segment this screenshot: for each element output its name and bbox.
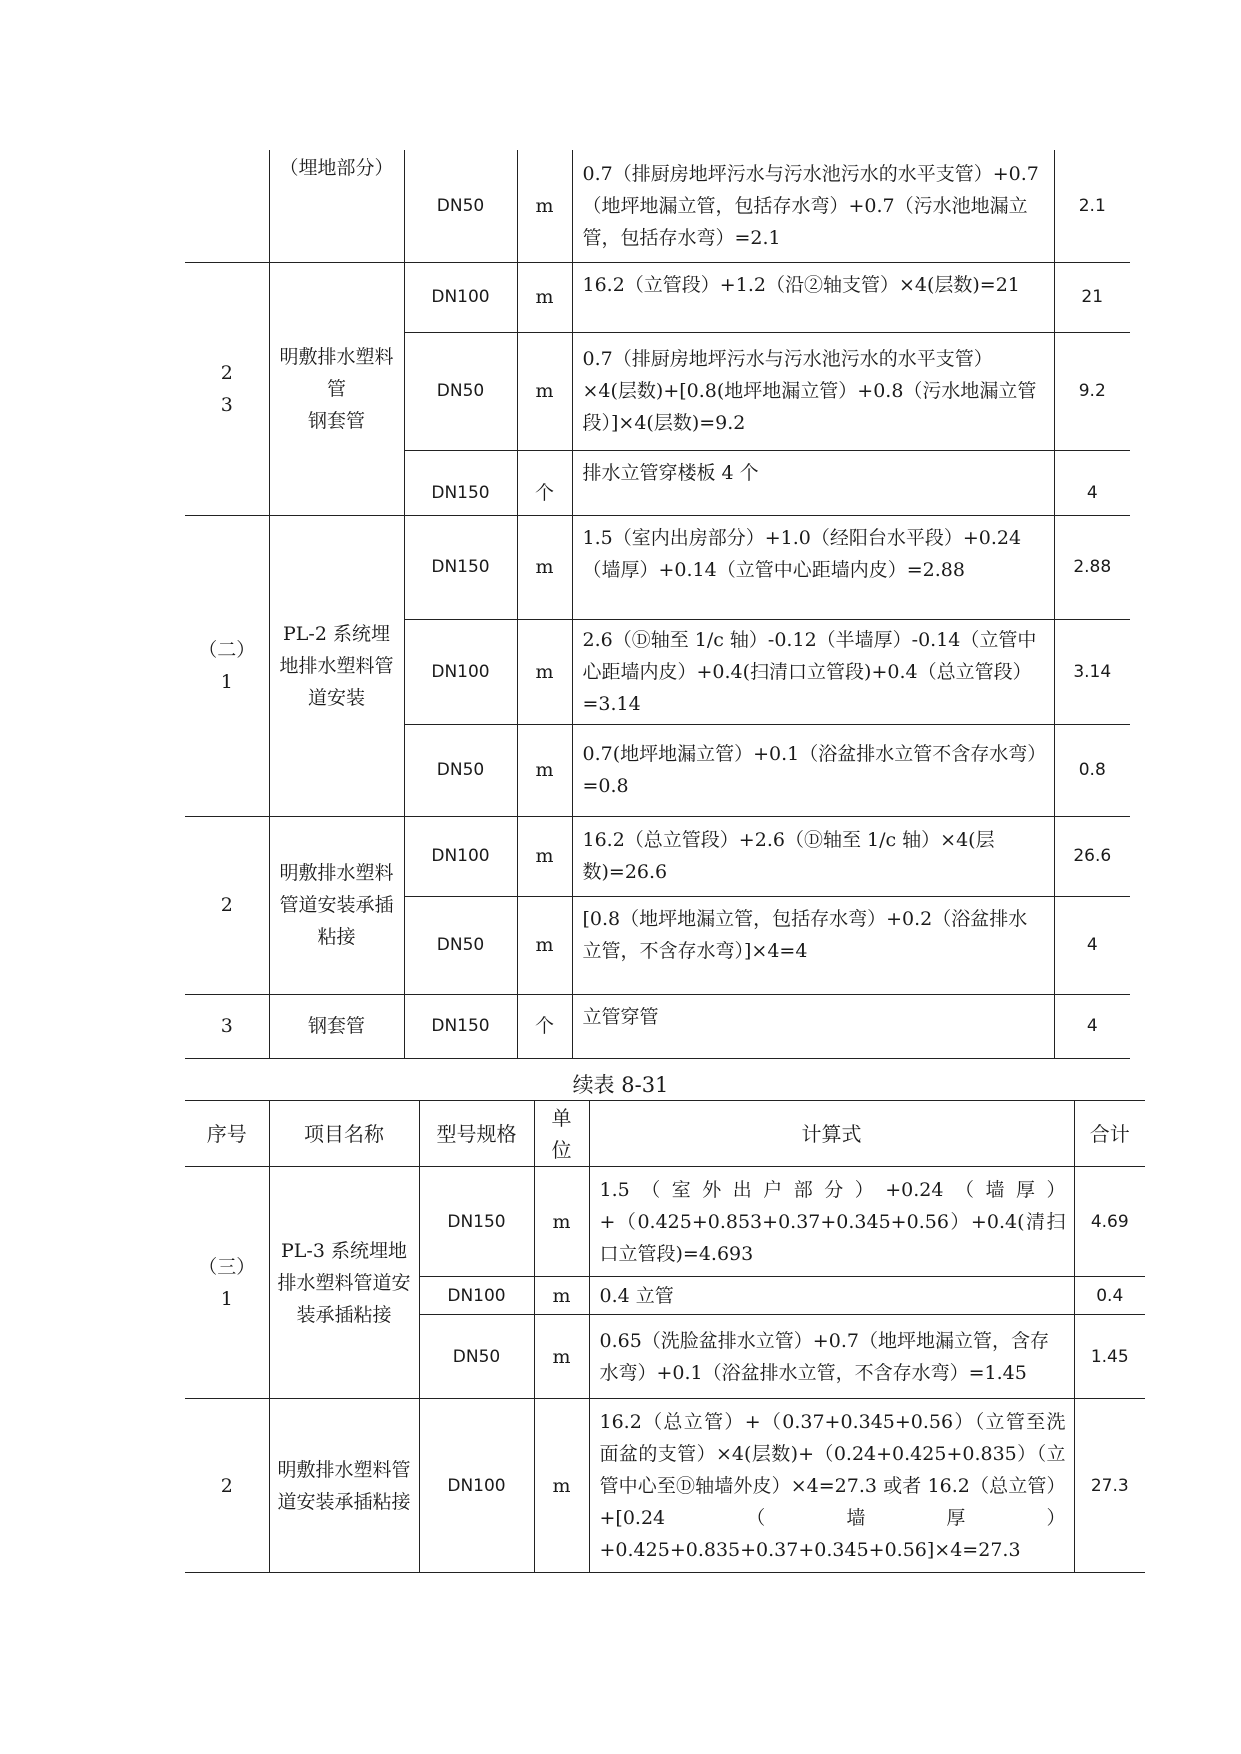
total-cell: 9.2: [1054, 332, 1130, 450]
seq-cell: 2: [185, 816, 269, 994]
formula-cell: 0.7（排厨房地坪污水与污水池污水的水平支管）×4(层数)+[0.8(地坪地漏立管）+0.8（污水地漏立管段）]×4(层数)=9.2: [572, 332, 1054, 450]
formula-cell: 0.7(地坪地漏立管）+0.1（浴盆排水立管不含存水弯）=0.8: [572, 724, 1054, 816]
item-name-cell: PL-2 系统埋地排水塑料管道安装: [269, 515, 404, 816]
header-item-name: 项目名称: [269, 1101, 419, 1167]
formula-cell: 0.7（排厨房地坪污水与污水池污水的水平支管）+0.7（地坪地漏立管，包括存水弯）+0.7（污水池地漏立管，包括存水弯）=2.1: [572, 150, 1054, 262]
formula-cell: 16.2（总立管段）+2.6（Ⓓ轴至 1/c 轴）×4(层数)=26.6: [572, 816, 1054, 896]
pipe-quantity-table: [185, 150, 1130, 1059]
total-cell: 2.1: [1054, 150, 1130, 262]
item-name-cell: 明敷排水塑料管道安装承插粘接: [269, 1399, 419, 1573]
item-name-cell: PL-3 系统埋地排水塑料管道安装承插粘接: [269, 1167, 419, 1399]
total-cell: 1.45: [1074, 1315, 1145, 1399]
total-cell: 4.69: [1074, 1167, 1145, 1277]
formula-cell: 排水立管穿楼板 4 个: [572, 450, 1054, 515]
unit-cell: m: [517, 262, 572, 332]
unit-cell: m: [517, 896, 572, 994]
spec-cell: DN100: [419, 1399, 534, 1573]
table-row: [185, 515, 1130, 619]
unit-cell: m: [534, 1315, 589, 1399]
formula-cell: 2.6（Ⓓ轴至 1/c 轴）-0.12（半墙厚）-0.14（立管中心距墙内皮）+0.4(扫清口立管段)+0.4（总立管段）=3.14: [572, 619, 1054, 724]
spec-cell: DN50: [404, 724, 517, 816]
header-unit: 单 位: [534, 1101, 589, 1167]
header-seq: 序号: [185, 1101, 269, 1167]
formula-cell: 0.4 立管: [589, 1277, 1074, 1315]
total-cell: 21: [1054, 262, 1130, 332]
table-row: [185, 994, 1130, 1058]
table-row: [185, 816, 1130, 896]
formula-cell: 16.2（立管段）+1.2（沿②轴支管）×4(层数)=21: [572, 262, 1054, 332]
formula-cell: 0.65（洗脸盆排水立管）+0.7（地坪地漏立管，含存水弯）+0.1（浴盆排水立管，不含存水弯）=1.45: [589, 1315, 1074, 1399]
total-cell: 0.8: [1054, 724, 1130, 816]
item-name-cell: 钢套管: [269, 994, 404, 1058]
header-spec: 型号规格: [419, 1101, 534, 1167]
table-row: [185, 262, 1130, 332]
table-row: [185, 1167, 1145, 1277]
item-name-cell: [269, 150, 404, 262]
seq-cell: 2 3: [185, 262, 269, 515]
spec-cell: DN150: [404, 515, 517, 619]
unit-cell: 个: [517, 994, 572, 1058]
unit-cell: m: [517, 724, 572, 816]
total-cell: 3.14: [1054, 619, 1130, 724]
spec-cell: DN50: [404, 896, 517, 994]
table-row: [185, 1399, 1145, 1573]
item-name: （埋地部分）: [279, 157, 394, 179]
seq-cell: 2: [185, 1399, 269, 1573]
formula-cell: [0.8（地坪地漏立管，包括存水弯）+0.2（浴盆排水立管，不含存水弯）]×4=4: [572, 896, 1054, 994]
spec-cell: DN100: [404, 816, 517, 896]
spec-cell: DN50: [419, 1315, 534, 1399]
unit-cell: m: [517, 515, 572, 619]
seq-cell: （二） 1: [185, 515, 269, 816]
spec-cell: DN50: [404, 150, 517, 262]
total-cell: 26.6: [1054, 816, 1130, 896]
total-cell: 0.4: [1074, 1277, 1145, 1315]
spec-cell: DN100: [419, 1277, 534, 1315]
formula-cell: 1.5（室外出户部分）+0.24（墙厚）+（0.425+0.853+0.37+0.345+0.56）+0.4(清扫口立管段)=4.693: [589, 1167, 1074, 1277]
spec-cell: DN100: [404, 619, 517, 724]
total-cell: 4: [1054, 450, 1130, 515]
spec-cell: DN150: [404, 450, 517, 515]
unit-cell: m: [534, 1167, 589, 1277]
unit-cell: m: [534, 1277, 589, 1315]
unit-cell: 个: [517, 450, 572, 515]
spec-cell: DN150: [404, 994, 517, 1058]
formula-cell: 1.5（室内出房部分）+1.0（经阳台水平段）+0.24（墙厚）+0.14（立管中心距墙内皮）=2.88: [572, 515, 1054, 619]
seq-cell: （三） 1: [185, 1167, 269, 1399]
header-row: [185, 1101, 1145, 1167]
continuation-table-title: 续表 8-31: [572, 1073, 669, 1097]
total-cell: 27.3: [1074, 1399, 1145, 1573]
spec-cell: DN100: [404, 262, 517, 332]
continued-table: [185, 1100, 1145, 1573]
item-name-cell: 明敷排水塑料管 钢套管: [269, 262, 404, 515]
unit-cell: m: [517, 816, 572, 896]
item-name-cell: 明敷排水塑料管道安装承插粘接: [269, 816, 404, 994]
unit-cell: m: [517, 150, 572, 262]
formula-cell: 16.2（总立管）+（0.37+0.345+0.56）（立管至洗面盆的支管）×4(层数)+（0.24+0.425+0.835）（立管中心至Ⓓ轴墙外皮）×4=27.3 或者 16.2（总立管）+[0.24（墙厚）+0.425+0.835+0.37+0.345+0.56]×4=27.3: [589, 1399, 1074, 1573]
spec-cell: DN150: [419, 1167, 534, 1277]
seq-cell: 3: [185, 994, 269, 1058]
seq-cell: [185, 150, 269, 262]
unit-cell: m: [517, 619, 572, 724]
total-cell: 4: [1054, 896, 1130, 994]
unit-cell: m: [534, 1399, 589, 1573]
unit-cell: m: [517, 332, 572, 450]
table-row: [185, 150, 1130, 262]
header-formula: 计算式: [589, 1101, 1074, 1167]
spec-cell: DN50: [404, 332, 517, 450]
formula-cell: 立管穿管: [572, 994, 1054, 1058]
total-cell: 2.88: [1054, 515, 1130, 619]
total-cell: 4: [1054, 994, 1130, 1058]
header-total: 合计: [1074, 1101, 1145, 1167]
